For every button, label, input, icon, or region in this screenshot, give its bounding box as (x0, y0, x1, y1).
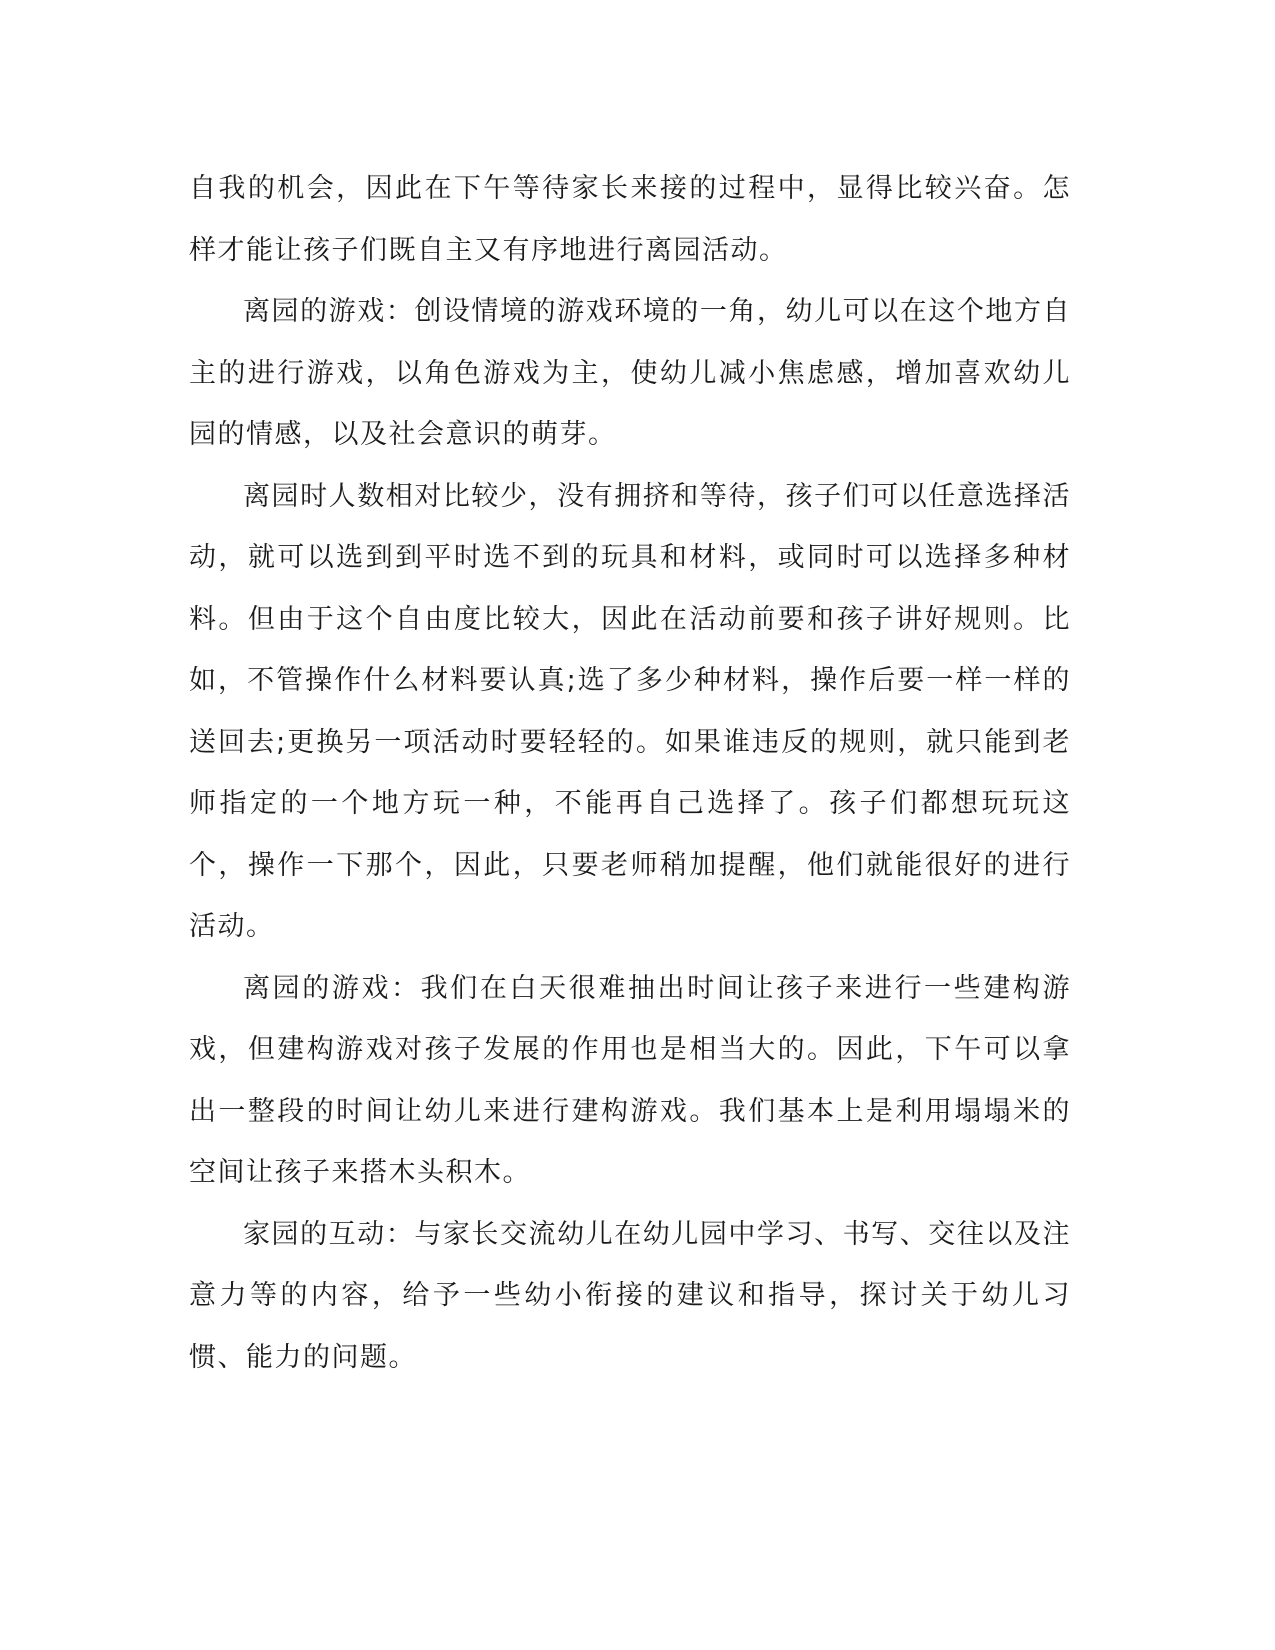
paragraph-1: 自我的机会，因此在下午等待家长来接的过程中，显得比较兴奋。怎样才能让孩子们既自主又有序地进行离园活动。 (189, 173, 1071, 266)
paragraph-3: 离园时人数相对比较少，没有拥挤和等待，孩子们可以任意选择活动，就可以选到到平时选不到的玩具和材料，或同时可以选择多种材料。但由于这个自由度比较大，因此在活动前要和孩子讲好规则。比如，不管操作什么材料要认真;选了多少种材料，操作后要一样一样的送回去;更换另一项活动时要轻轻的。如果谁违反的规则，就只能到老师指定的一个地方玩一种，不能再自己选择了。孩子们都想玩玩这个，操作一下那个，因此，只要老师稍加提醒，他们就能很好的进行活动。 (189, 480, 1071, 942)
paragraph-5: 家园的互动：与家长交流幼儿在幼儿园中学习、书写、交往以及注意力等的内容，给予一些幼小衔接的建议和指导，探讨关于幼儿习惯、能力的问题。 (189, 1218, 1071, 1373)
document-body (189, 158, 1071, 1388)
paragraph-2: 离园的游戏：创设情境的游戏环境的一角，幼儿可以在这个地方自主的进行游戏，以角色游戏为主，使幼儿减小焦虑感，增加喜欢幼儿园的情感，以及社会意识的萌芽。 (189, 296, 1071, 450)
paragraph-4: 离园的游戏：我们在白天很难抽出时间让孩子来进行一些建构游戏，但建构游戏对孩子发展的作用也是相当大的。因此，下午可以拿出一整段的时间让幼儿来进行建构游戏。我们基本上是利用塌塌米的空间让孩子来搭木头积木。 (189, 972, 1071, 1188)
